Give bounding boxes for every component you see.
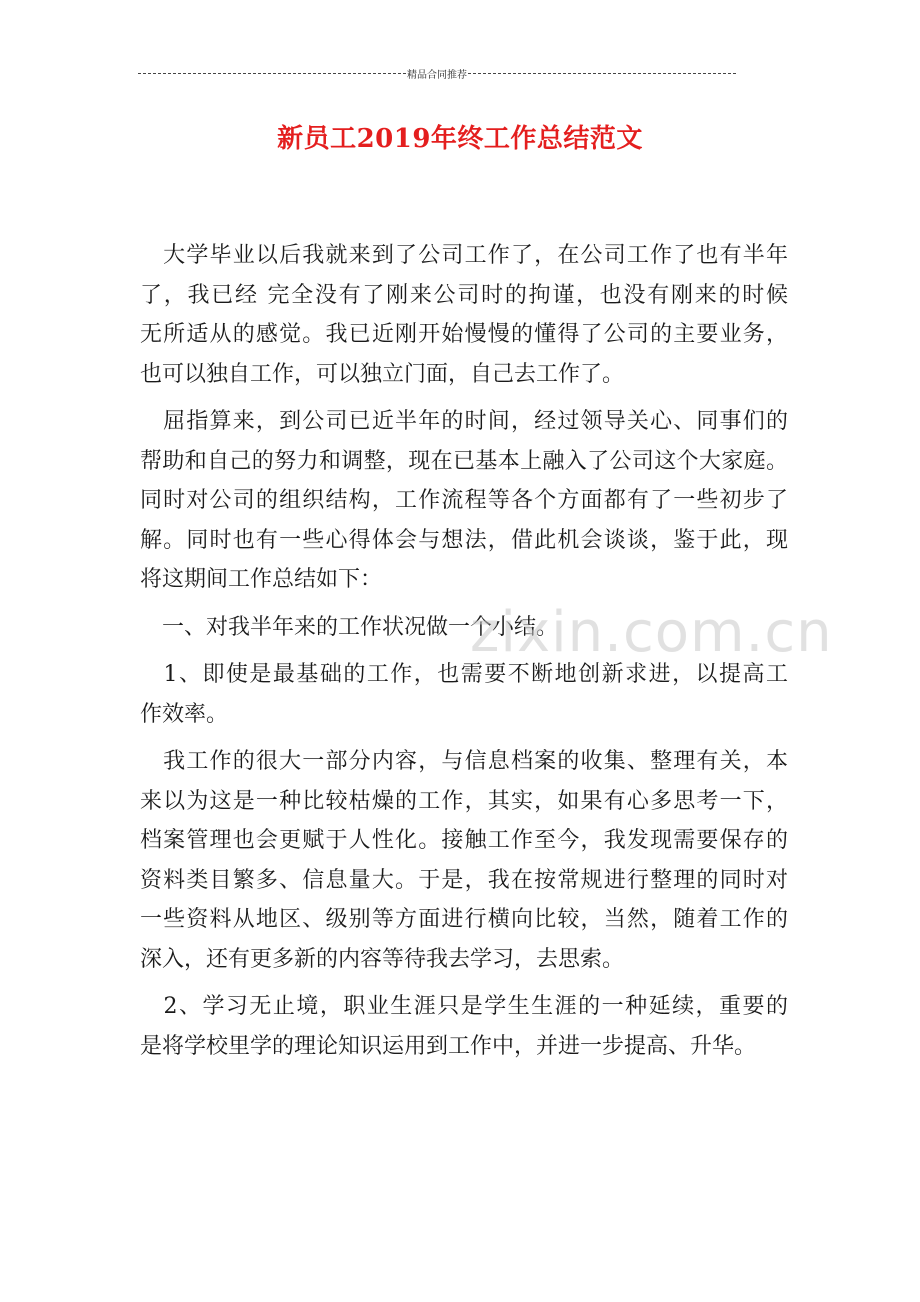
- text-line: 了，我已经 完全没有了刚来公司时的拘谨，也没有刚来的时候: [140, 282, 788, 308]
- text-line: 是将学校里学的理论知识运用到工作中，并进一步提高、升华。: [140, 1033, 757, 1059]
- text-line: 深入，还有更多新的内容等待我去学习，去思索。: [140, 946, 625, 972]
- paragraph-2: [140, 402, 788, 600]
- text-line: 1、即使是最基础的工作，也需要不断地创新求进，以提高工: [140, 662, 788, 687]
- text-line: 无所适从的感觉。我已近刚开始慢慢的懂得了公司的主要业务，: [140, 322, 788, 347]
- paragraph-5: [140, 742, 788, 979]
- text-line: 作效率。: [140, 701, 229, 727]
- section-heading: 一、对我半年来的工作状况做一个小结。: [140, 614, 559, 640]
- paragraph-6: [140, 987, 788, 1066]
- text-line: 2、学习无止境，职业生涯只是学生生涯的一种延续，重要的: [140, 994, 788, 1019]
- paragraph-1: [140, 236, 788, 394]
- text-line: 我工作的很大一部分内容，与信息档案的收集、整理有关，本: [140, 749, 788, 774]
- text-line: 资料类目繁多、信息量大。于是，我在按常规进行整理的同时对: [140, 867, 788, 893]
- text-line: 屈指算来，到公司已近半年的时间，经过领导关心、同事们的: [140, 409, 788, 434]
- page-header-divider: [138, 66, 736, 81]
- header-dash-left: [138, 73, 406, 74]
- text-line: 来以为这是一种比较枯燥的工作，其实，如果有心多思考一下，: [140, 788, 788, 814]
- header-label: 精品合同推荐: [407, 70, 467, 81]
- text-line: 解。同时也有一些心得体会与想法，借此机会谈谈，鉴于此，现: [140, 527, 788, 553]
- document-title: 新员工2019年终工作总结范文: [277, 124, 643, 154]
- text-line: 帮助和自己的努力和调整，现在已基本上融入了公司这个大家庭。: [140, 448, 788, 474]
- text-line: 将这期间工作总结如下：: [140, 567, 383, 592]
- header-dash-right: [468, 73, 736, 74]
- text-line: 大学毕业以后我就来到了公司工作了，在公司工作了也有半年: [140, 243, 788, 268]
- text-line: 档案管理也会更赋于人性化。接触工作至今，我发现需要保存的: [140, 828, 788, 853]
- watermark-text: zixin.com.cn: [470, 600, 833, 665]
- text-line: 一些资料从地区、级别等方面进行横向比较，当然，随着工作的: [140, 907, 788, 932]
- text-line: 同时对公司的组织结构，工作流程等各个方面都有了一些初步了: [140, 488, 788, 513]
- text-line: 也可以独自工作，可以独立门面，自己去工作了。: [140, 361, 625, 387]
- paragraph-4: [140, 655, 788, 734]
